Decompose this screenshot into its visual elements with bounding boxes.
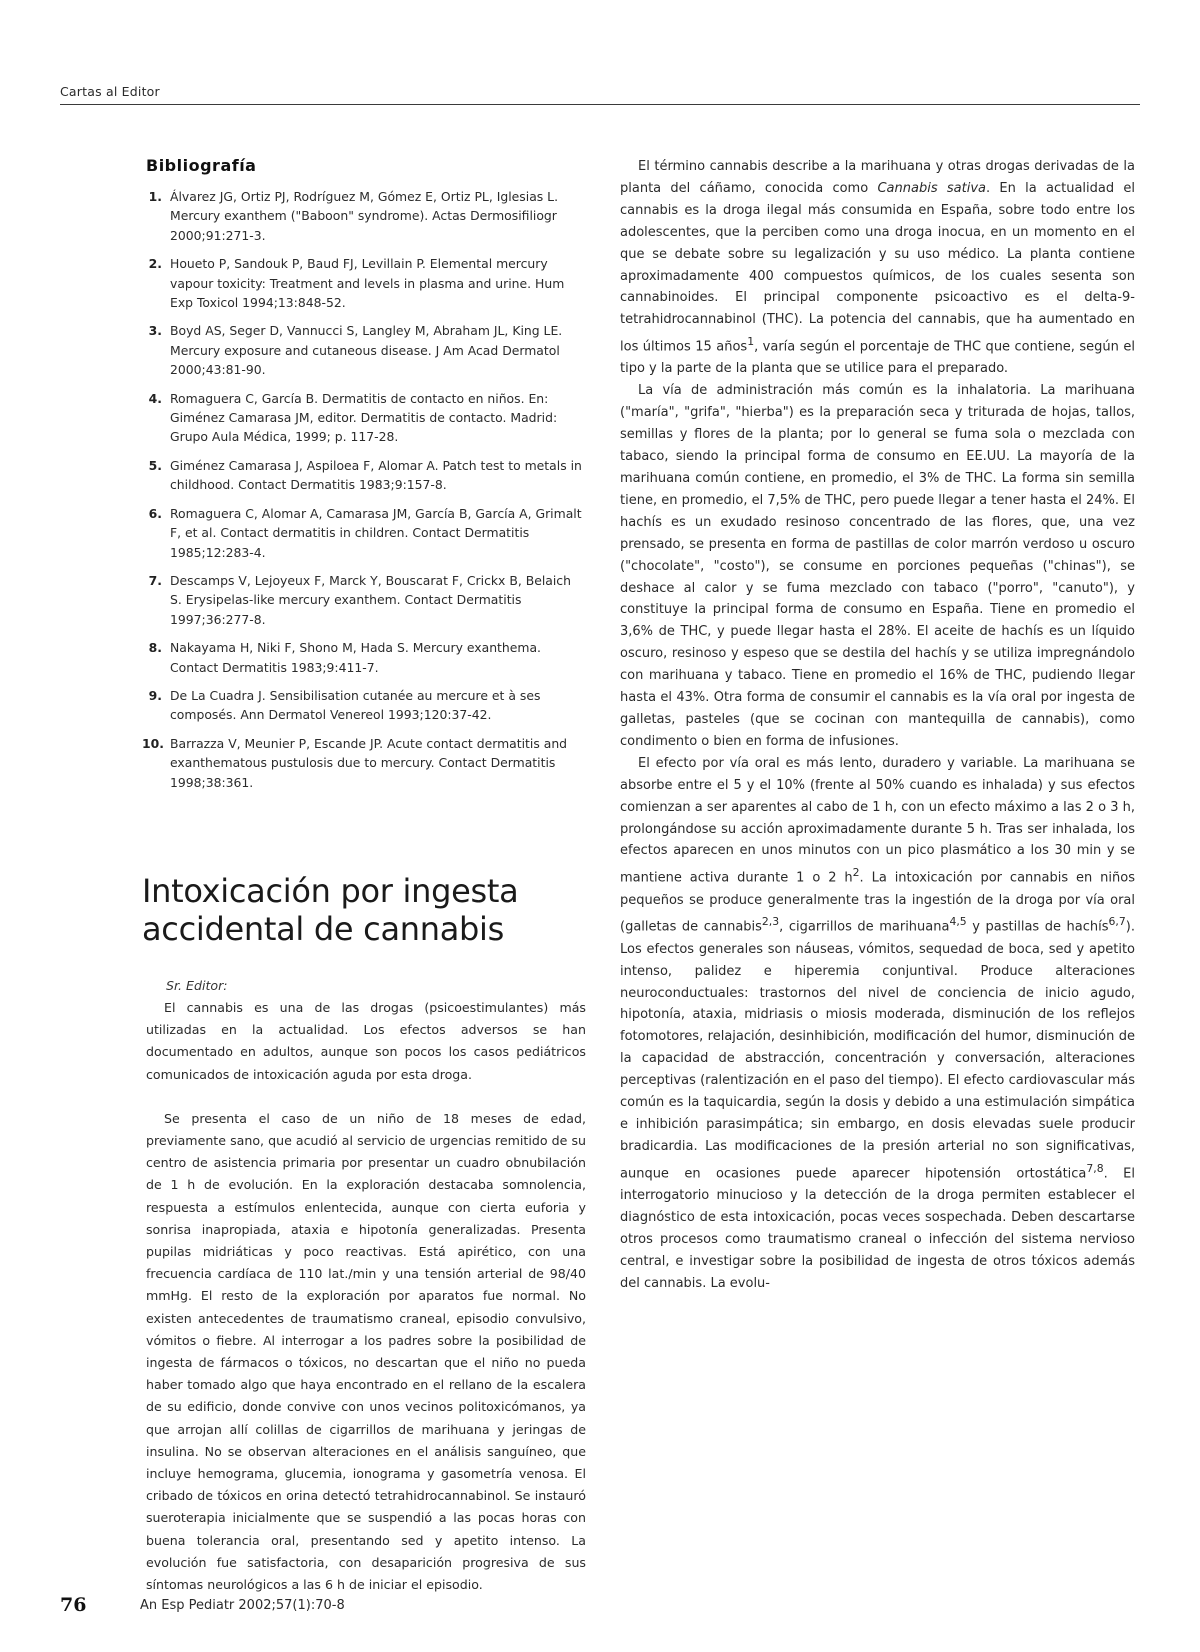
- journal-citation: An Esp Pediatr 2002;57(1):70-8: [140, 1598, 345, 1613]
- bibliography-title: Bibliografía: [146, 156, 257, 175]
- reference-item: 2 . Houeto P, Sandouk P, Baud FJ, Levillain P. Elemental mercury vapour toxicity: Treatment and levels in plasma and urine. Hum Exp Toxicol 1994;13:848-52.: [146, 254, 586, 312]
- article-title-line-1: Intoxicación por ingesta: [142, 871, 519, 910]
- left-column: [142, 156, 586, 1596]
- article-title-line-2: accidental de cannabis: [142, 909, 505, 948]
- reference-item: 6 . Romaguera C, Alomar A, Camarasa JM, García B, García A, Grimalt F, et al. Contact dermatitis in children. Contact Dermatitis 1985;12:283-4.: [146, 504, 586, 562]
- reference-item: 10 . Barrazza V, Meunier P, Escande JP. Acute contact dermatitis and exanthematous pustulosis due to mercury. Contact Dermatitis 1998;38:361.: [146, 734, 586, 792]
- right-column: [620, 156, 1135, 1295]
- reference-item: 4 . Romaguera C, García B. Dermatitis de contacto en niños. En: Giménez Camarasa JM, editor. Dermatitis de contacto. Madrid: Grupo Aula Médica, 1999; p. 117-28.: [146, 389, 586, 447]
- intro-paragraph: El cannabis es una de las drogas (psicoestimulantes) más utilizadas en la actualidad. Los efectos adversos se han documentado en adultos, aunque son pocos los casos pediátricos comunicados de intoxicación aguda por esta droga.: [146, 999, 586, 1082]
- case-paragraph: Se presenta el caso de un niño de 18 meses de edad, previamente sano, que acudió al servicio de urgencias remitido de su centro de asistencia primaria por presentar un cuadro obnubilación de 1 h de evolución. En la exploración destacaba somnolencia, respuesta a estímulos enlentecida, aunque con cierta euforia y sonrisa inapropiada, ataxia e hipotonía generalizadas. Presenta pupilas midriáticas y poco reactivas. Está apirético, con una frecuencia cardíaca de 110 lat./min y una tensión arterial de 98/40 mmHg. El resto de la exploración por aparatos fue normal. No existen antecedentes de traumatismo craneal, episodio convulsivo, vómitos o fiebre. Al interrogar a los padres sobre la posibilidad de ingesta de fármacos o tóxicos, no descartan que el niño no pueda haber tomado algo que haya encontrado en el rellano de la escalera de su edificio, donde convive con unos vecinos politoxicómanos, ya que arrojan allí colillas de cigarrillos de marihuana y jeringas de insulina. No se observan alteraciones en el análisis sanguíneo, que incluye hemograma, glucemia, ionograma y gasometría venosa. El cribado de tóxicos en orina detectó tetrahidrocannabinol. Se instauró sueroterapia inicialmente que se suspendió a las pocas horas con buena tolerancia oral, presentando sed y apetito intenso. La evolución fue satisfactoria, con desaparición progresiva de sus síntomas neurológicos a las 6 h de iniciar el episodio.: [146, 1110, 586, 1593]
- reference-item: 5 . Giménez Camarasa J, Aspiloea F, Alomar A. Patch test to metals in childhood. Contact Dermatitis 1983;9:157-8.: [146, 456, 586, 495]
- header-rule: [60, 104, 1140, 105]
- reference-list: [142, 187, 586, 792]
- discussion-paragraph-3: El efecto por vía oral es más lento, duradero y variable. La marihuana se absorbe entre el 5 y el 10% (frente al 50% cuando es inhalada) y sus efectos comienzan a ser aparentes al cabo de 1 h, con un efecto máximo a las 2 o 3 h, prolongándose su acción aproximadamente durante 5 h. Tras ser inhalada, los efectos aparecen en unos minutos con un pico plasmático a los 30 min y se mantiene activa durante 1 o 2 $h^2$. La intoxicación por cannabis en niños pequeños se produce generalmente tras la ingestión de la droga por vía oral (galletas de cannabis$^{2,3}$, cigarrillos de marihuana$^{4,5}$ y pastillas de hachís$^{6,7}$). Los efectos generales son náuseas, vómitos, sequedad de boca, sed y apetito intenso, palidez e hiperemia conjuntival. Produce alteraciones neuroconductuales: trastornos del nivel de conciencia de inicio agudo, hipotonía, ataxia, midriasis o miosis moderada, disminución de los reflejos fotomotores, relajación, desinhibición, modificación del humor, disminución de la capacidad de abstracción, concentración y conversación, alteraciones perceptivas (ralentización en el paso del tiempo). El efecto cardiovascular más común es la taquicardia, según la dosis y debido a una estimulación simpática e inhibición parasimpática; sin embargo, en dosis elevadas suele producir bradicardia. Las modificaciones de la presión arterial no son significativas, aunque en ocasiones puede aparecer hipotensión ortostática$^{7,8}$. El interrogatorio minucioso y la detección de la droga permiten establecer el diagnóstico de esta intoxicación, pocas veces sospechada. Deben descartarse otros procesos como traumatismo craneal o infección del sistema nervioso central, e investigar sobre la posibilidad de ingesta de otros tóxicos además del cannabis. La evolu-: [620, 755, 1136, 1291]
- page-number: 76: [60, 1594, 87, 1616]
- discussion-paragraph-2: La vía de administración más común es la inhalatoria. La marihuana ("maría", "grifa", "hierba") es la preparación seca y triturada de hojas, tallos, semillas y flores de la planta; por lo general se fuma sola o mezclada con tabaco, siendo la principal forma de consumo en EE.UU. La mayoría de la marihuana común contiene, en promedio, el 3% de THC. La forma sin semilla tiene, en promedio, el 7,5% de THC, pero puede llegar a tener hasta el 24%. El hachís es un exudado resinoso concentrado de las flores, que, una vez prensado, se presenta en forma de pastillas de color marrón verdoso u oscuro ("chocolate", "costo"), se consume en porciones pequeñas ("chinas"), se deshace al calor y se fuma mezclado con tabaco ("porro", "canuto"), y constituye la principal forma de consumo en España. Tiene en promedio el 3,6% de THC, y puede llegar hasta el 28%. El aceite de hachís es un líquido oscuro, resinoso y espeso que se destila del hachís y se utiliza impregnándolo con marihuana y tabaco. Tiene en promedio el 16% de THC, pudiendo llegar hasta el 43%. Otra forma de consumir el cannabis es la vía oral por ingesta de galletas, pasteles (que se cocinan con mantequilla de cannabis), como condimento o bien en forma de infusiones.: [620, 383, 1135, 749]
- reference-item: 9 . De La Cuadra J. Sensibilisation cutanée au mercure et à ses composés. Ann Dermatol Venereol 1993;120:37-42.: [146, 686, 586, 725]
- reference-item: 1 . Álvarez JG, Ortiz PJ, Rodríguez M, Gómez E, Ortiz PL, Iglesias L. Mercury exanthem ("Baboon" syndrome). Actas Dermosifiliogr 2000;91:271-3.: [146, 187, 586, 245]
- running-head: Cartas al Editor: [60, 84, 160, 99]
- article-title: [142, 872, 586, 948]
- reference-item: 7 . Descamps V, Lejoyeux F, Marck Y, Bouscarat F, Crickx B, Belaich S. Erysipelas-like mercury exanthem. Contact Dermatitis 1997;36:277-8.: [146, 571, 586, 629]
- discussion-paragraph-1: El término cannabis describe a la marihuana y otras drogas derivadas de la planta del cáñamo, conocida como Cannabis sativa. En la actualidad el cannabis es la droga ilegal más consumida en España, sobre todo entre los adolescentes, que la perciben como una droga inocua, en un momento en el que se debate sobre su legalización y su uso médico. La planta contiene aproximadamente 400 compuestos químicos, de los cuales sesenta son cannabinoides. El principal componente psicoactivo es el delta-9-tetrahidrocannabinol (THC). La potencia del cannabis, que ha aumentado en los últimos 15 años$^1$, varía según el porcentaje de THC que contiene, según el tipo y la parte de la planta que se utilice para el preparado.: [620, 159, 1135, 377]
- reference-item: 8 . Nakayama H, Niki F, Shono M, Hada S. Mercury exanthema. Contact Dermatitis 1983;9:411-7.: [146, 638, 586, 677]
- salutation: Sr. Editor:: [166, 977, 228, 993]
- reference-item: 3 . Boyd AS, Seger D, Vannucci S, Langley M, Abraham JL, King LE. Mercury exposure and cutaneous disease. J Am Acad Dermatol 2000;43:81-90.: [146, 321, 586, 379]
